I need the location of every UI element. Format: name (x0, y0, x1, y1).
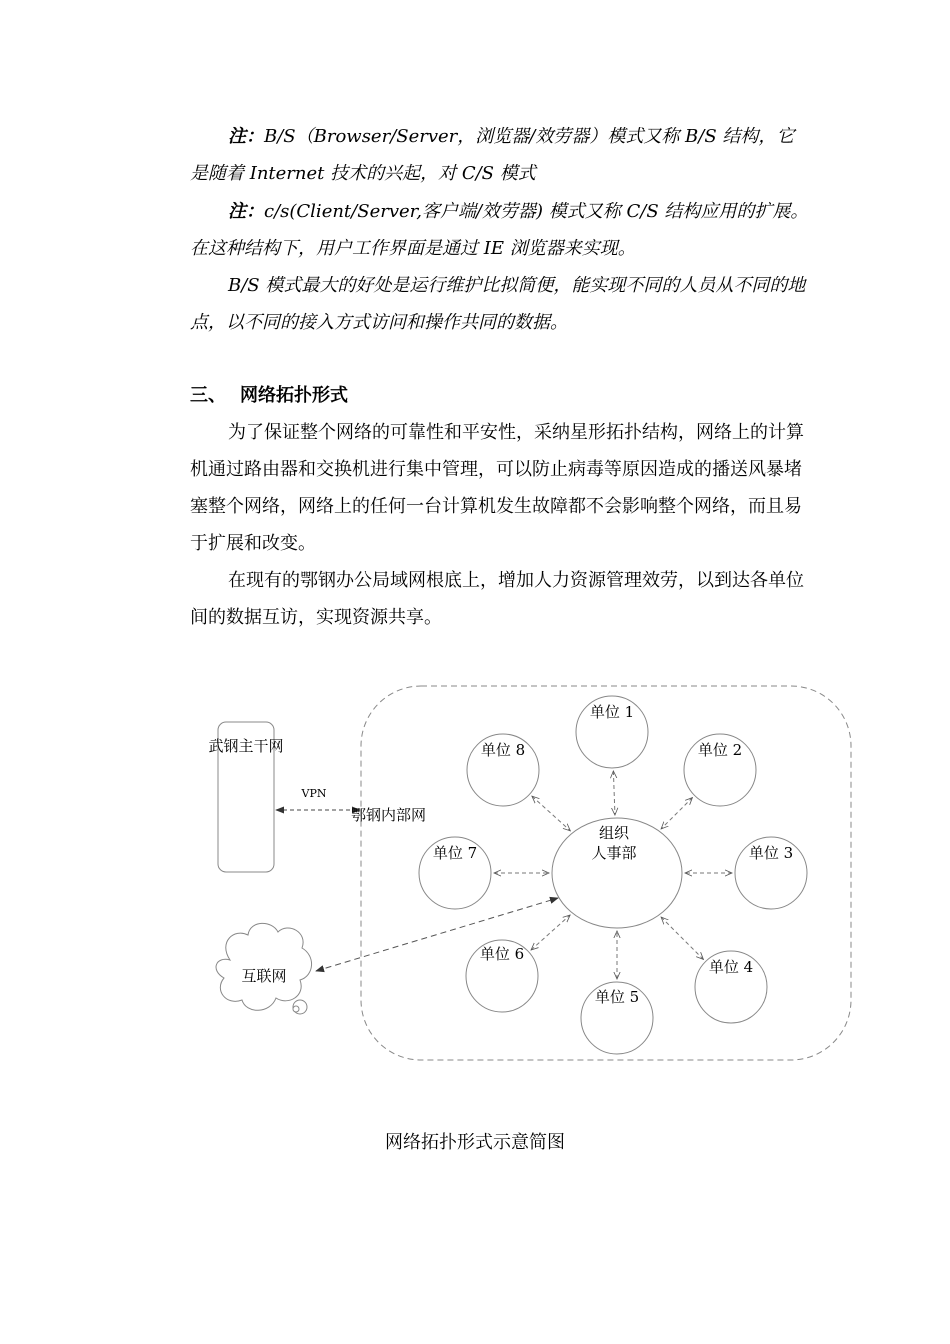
cloud-bubble-small (293, 1006, 299, 1012)
note-1-label: 注： (228, 126, 264, 147)
unit-link-6 (531, 915, 570, 950)
note-1 (190, 118, 810, 192)
unit-link-4 (661, 917, 703, 959)
unit-label-5: 单位 5 (594, 988, 640, 1006)
note-2-text: c/s(Client/Server,客户端/效劳器) 模式又称 C/S 结构应用的扩展。在这种结构下，用户工作界面是通过 IE 浏览器来实现。 (190, 201, 809, 259)
unit-link-1 (613, 771, 615, 815)
note-2-label: 注： (228, 201, 264, 222)
section-paragraph-1: 为了保证整个网络的可靠性和平安性，采纳星形拓扑结构，网络上的计算机通过路由器和交换机进行集中管理，可以防止病毒等原因造成的播送风暴堵塞整个网络，网络上的任何一台计算机发生故障都不会影响整个网络，而且易于扩展和改变。 (190, 422, 804, 554)
section-number: 三、 (190, 385, 226, 406)
diagram-caption: 网络拓扑形式示意简图 (385, 1132, 565, 1153)
unit-label-6: 单位 6 (479, 945, 525, 963)
vpn-label: VPN (301, 787, 327, 800)
network-topology-diagram (190, 670, 860, 1070)
section-heading (190, 377, 348, 414)
backbone-label: 武钢主干网 (208, 737, 284, 755)
note-1-text: B/S（Browser/Server，浏览器/效劳器）模式又称 B/S 结构，它是随着 Internet 技术的兴起，对 C/S 模式 (190, 126, 795, 184)
unit-label-4: 单位 4 (708, 958, 754, 976)
center-label-line2: 人事部 (591, 844, 637, 862)
intranet-label: 鄂钢内部网 (351, 806, 427, 824)
note-3: B/S 模式最大的好处是运行维护比拟简便，能实现不同的人员从不同的地点，以不同的接入方式访问和操作共同的数据。 (190, 275, 806, 333)
unit-label-8: 单位 8 (480, 741, 526, 759)
section-paragraph-2: 在现有的鄂钢办公局域网根底上，增加人力资源管理效劳，以到达各单位间的数据互访，实现资源共享。 (190, 570, 804, 628)
unit-label-3: 单位 3 (748, 844, 794, 862)
note-2 (190, 193, 810, 267)
center-label-line1: 组织 (598, 824, 630, 842)
unit-label-7: 单位 7 (432, 844, 478, 862)
unit-label-2: 单位 2 (697, 741, 743, 759)
section-title: 网络拓扑形式 (240, 385, 348, 406)
unit-link-2 (661, 798, 692, 829)
unit-link-8 (532, 796, 570, 831)
internet-label: 互联网 (241, 967, 287, 985)
unit-label-1: 单位 1 (589, 703, 635, 721)
